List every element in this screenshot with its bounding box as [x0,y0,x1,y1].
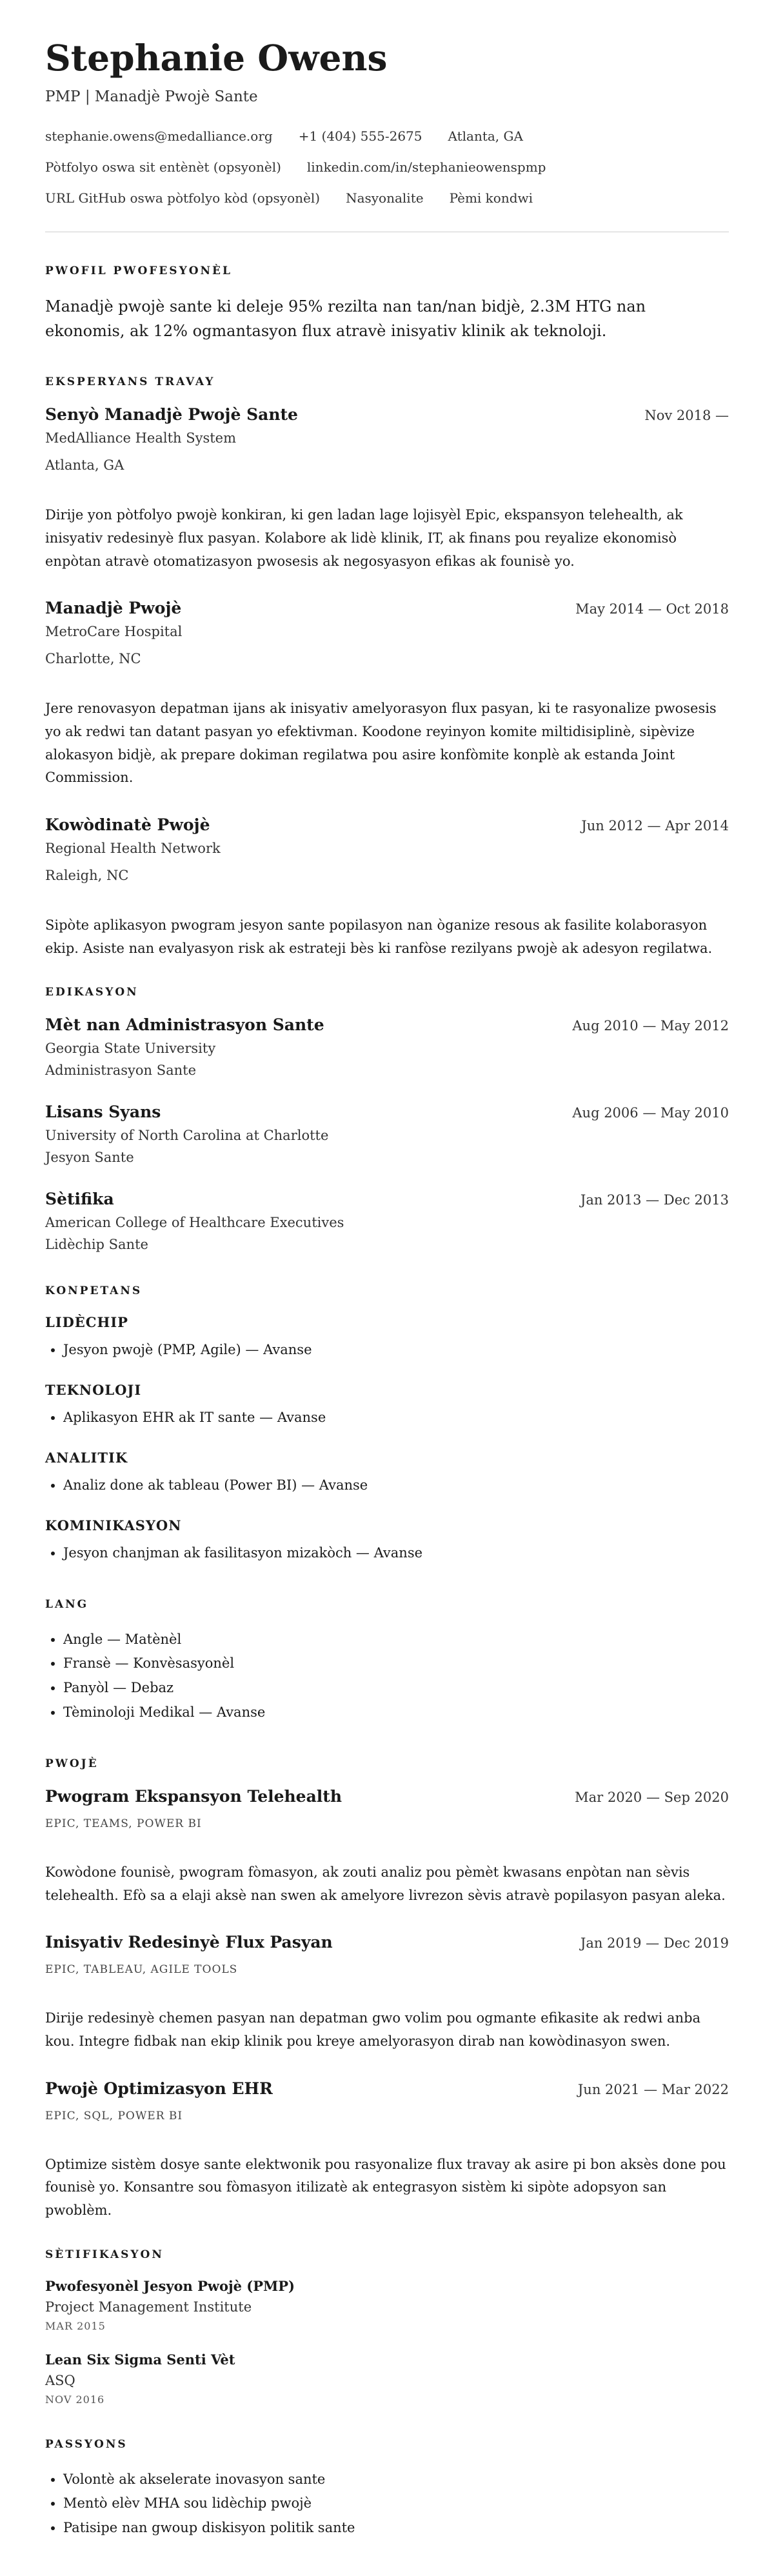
skill-list [45,1338,729,1363]
education-entry [45,1015,729,1078]
contact-row-1 [45,128,729,144]
degree-field: Lidèchip Sante [45,1237,148,1253]
experience-entry-head [45,405,729,424]
skill-group-title: ANALITIK [45,1450,128,1466]
project-description: Dirije redesinyè chemen pasyan nan depatman gwo volim pou ogmante efikasite ak redwi anba kou. Integre fidbak nan ekip klinik pou kreye amelyorasyon dirab nan kowòdinasyon swen. [45,2010,701,2049]
degree-field: Jesyon Sante [45,1150,134,1166]
candidate-name: Stephanie Owens [45,37,388,79]
skill-list [45,1406,729,1430]
contact-linkedin[interactable]: linkedin.com/in/stephanieowenspmp [306,159,546,175]
projects-heading: PWOJÈ [45,1757,99,1770]
certification-issuer: Project Management Institute [45,2299,252,2315]
job-title: Kowòdinatè Pwojè [45,815,210,835]
degree-dates: Jan 2013 — Dec 2013 [580,1192,729,1208]
experience-section [45,375,729,960]
certification-date: NOV 2016 [45,2393,105,2406]
language-item: • Panyòl — Debaz [63,1676,729,1701]
degree-title: Sètifika [45,1190,114,1209]
project-entry [45,2079,729,2222]
skill-list [45,1541,729,1566]
interests-section [45,2438,729,2541]
interest-item: • Patisipe nan gwoup diskisyon politik sante [63,2516,729,2541]
resume-header [45,39,729,206]
certification-issuer: ASQ [45,2372,75,2388]
project-name: Pwojè Optimizasyon EHR [45,2079,273,2098]
contact-license: Pèmi kondwi [449,190,533,206]
languages-heading: LANG [45,1597,89,1611]
candidate-subtitle: PMP | Manadjè Pwojè Sante [45,88,258,105]
job-title: Senyò Manadjè Pwojè Sante [45,405,298,424]
job-location: Raleigh, NC [45,868,129,884]
project-dates: Jun 2021 — Mar 2022 [577,2081,729,2097]
skill-item: • Jesyon chanjman ak fasilitasyon mizakòch — Avanse [63,1541,729,1566]
job-dates: May 2014 — Oct 2018 [575,601,729,617]
certification-entry [45,2351,729,2406]
education-heading: EDIKASYON [45,986,139,999]
experience-entry [45,405,729,573]
job-description: Jere renovasyon depatman ijans ak inisyativ amelyorasyon flux pasyan, ki te rasyonalize pwosesis yo ak redwi tan datant pasyan yo efektivman. Koodone reyinyon komite miltidisiplinè, sipèvize alokasyon bidjè, ak prepare dokiman regilatwa pou asire konfòmite konplè ak estanda Joint Commission. [45,701,717,786]
job-location: Charlotte, NC [45,651,141,667]
skill-item: • Analiz done ak tableau (Power BI) — Avanse [63,1473,729,1498]
project-tags: EPIC, SQL, POWER BI [45,2109,183,2122]
skill-group-title: LIDÈCHIP [45,1314,128,1331]
summary-section [45,265,729,344]
job-employer: MedAlliance Health System [45,430,237,446]
languages-section [45,1598,729,1725]
job-dates: Nov 2018 — [644,408,729,424]
degree-dates: Aug 2006 — May 2010 [572,1105,729,1121]
project-tags: EPIC, TEAMS, POWER BI [45,1817,202,1830]
contact-nationality: Nasyonalite [346,190,424,206]
language-list [45,1628,729,1725]
degree-title: Lisans Syans [45,1103,161,1122]
certification-name: Pwofesyonèl Jesyon Pwojè (PMP) [45,2277,295,2294]
experience-entry [45,815,729,960]
education-entry-head [45,1103,729,1121]
summary-heading: PWOFIL PWOFESYONÈL [45,264,232,277]
certification-date: MAR 2015 [45,2319,106,2332]
interest-item: • Mentò elèv MHA sou lidèchip pwojè [63,2491,729,2516]
experience-entry-head [45,815,729,834]
contact-location: Atlanta, GA [448,128,523,144]
project-dates: Jan 2019 — Dec 2019 [580,1935,729,1952]
contact-row-2 [45,159,729,175]
project-dates: Mar 2020 — Sep 2020 [575,1789,729,1805]
project-tags: EPIC, TABLEAU, AGILE TOOLS [45,1963,238,1977]
certifications-section [45,2248,729,2406]
certifications-heading: SÈTIFIKASYON [45,2248,164,2261]
skill-item: • Jesyon pwojè (PMP, Agile) — Avanse [63,1338,729,1363]
project-description: Optimize sistèm dosye sante elektwonik pou rasyonalize flux travay ak asire pi bon aksès done pou founisè yo. Konsantre sou fòmasyon itilizatè ak entegrasyon sistèm ki sipòte adopsyon san pwoblèm. [45,2156,726,2218]
contact-email[interactable]: stephanie.owens@medalliance.org [45,128,273,144]
certification-name: Lean Six Sigma Senti Vèt [45,2351,235,2368]
education-entry-head [45,1015,729,1034]
school-name: American College of Healthcare Executives [45,1215,344,1231]
interests-heading: PASSYONS [45,2437,128,2451]
job-location: Atlanta, GA [45,457,124,474]
skill-item: • Aplikasyon EHR ak IT sante — Avanse [63,1406,729,1430]
degree-dates: Aug 2010 — May 2012 [572,1018,729,1034]
job-description: Sipòte aplikasyon pwogram jesyon sante popilasyon nan òganize resous ak fasilite kolaborasyon ekip. Asiste nan evalyasyon risk ak estrateji bès ki ranfòse rezilyans pwojè ak adesyon regilatwa. [45,917,713,956]
project-entry-head [45,1933,729,1952]
skill-group-title: KOMINIKASYON [45,1517,182,1533]
language-item: • Fransè — Konvèsasyonèl [63,1652,729,1676]
education-entry [45,1190,729,1252]
skills-heading: KONPETANS [45,1284,143,1298]
project-entry-head [45,2079,729,2098]
project-entry [45,1933,729,2053]
education-entry-head [45,1190,729,1208]
language-item: • Angle — Matènèl [63,1628,729,1652]
project-name: Inisyativ Redesinyè Flux Pasyan [45,1933,333,1952]
experience-entry-head [45,599,729,617]
project-name: Pwogram Ekspansyon Telehealth [45,1786,342,1806]
experience-entry [45,599,729,790]
certification-entry [45,2278,729,2332]
interest-item: • Volontè ak akselerate inovasyon sante [63,2468,729,2492]
degree-field: Administrasyon Sante [45,1063,197,1079]
education-section [45,986,729,1252]
education-entry [45,1103,729,1165]
project-entry [45,1787,729,1907]
project-entry-head [45,1787,729,1806]
skill-group-title: TEKNOLOJI [45,1382,142,1399]
contact-row-3 [45,190,729,206]
job-dates: Jun 2012 — Apr 2014 [581,818,729,834]
experience-heading: EKSPERYANS TRAVAY [45,375,215,389]
summary-text: Manadjè pwojè sante ki deleje 95% rezilta nan tan/nan bidjè, 2.3M HTG nan ekonomis, ak 12% ogmantasyon flux atravè inisyativ klinik ak teknoloji. [45,297,646,340]
degree-title: Mèt nan Administrasyon Sante [45,1015,324,1035]
project-description: Kowòdone founisè, pwogram fòmasyon, ak zouti analiz pou pèmèt kwasans enpòtan nan sèvis telehealth. Efò sa a elaji aksè nan swen ak amelyore livrezon sèvis atravè popilasyon pasyan aleka. [45,1864,726,1903]
contact-portfolio[interactable]: Pòtfolyo oswa sit entènèt (opsyonèl) [45,159,281,175]
school-name: University of North Carolina at Charlotte [45,1128,329,1144]
skills-section [45,1284,729,1565]
job-title: Manadjè Pwojè [45,599,182,618]
job-employer: Regional Health Network [45,841,221,857]
language-item: • Tèminoloji Medikal — Avanse [63,1701,729,1725]
school-name: Georgia State University [45,1041,216,1057]
contact-phone[interactable]: +1 (404) 555-2675 [298,128,422,144]
contact-github[interactable]: URL GitHub oswa pòtfolyo kòd (opsyonèl) [45,190,321,206]
job-employer: MetroCare Hospital [45,624,183,640]
skill-list [45,1473,729,1498]
interest-list [45,2468,729,2541]
job-description: Dirije yon pòtfolyo pwojè konkiran, ki gen ladan lage lojisyèl Epic, ekspansyon telehealth, ak inisyativ redesinyè flux pasyan. Kolabore ak lidè klinik, IT, ak finans pou reyalize ekonomisò enpòtan atravè otomatizasyon pwosesis ak negosyasyon efikas ak founisè yo. [45,507,683,569]
projects-section [45,1757,729,2222]
